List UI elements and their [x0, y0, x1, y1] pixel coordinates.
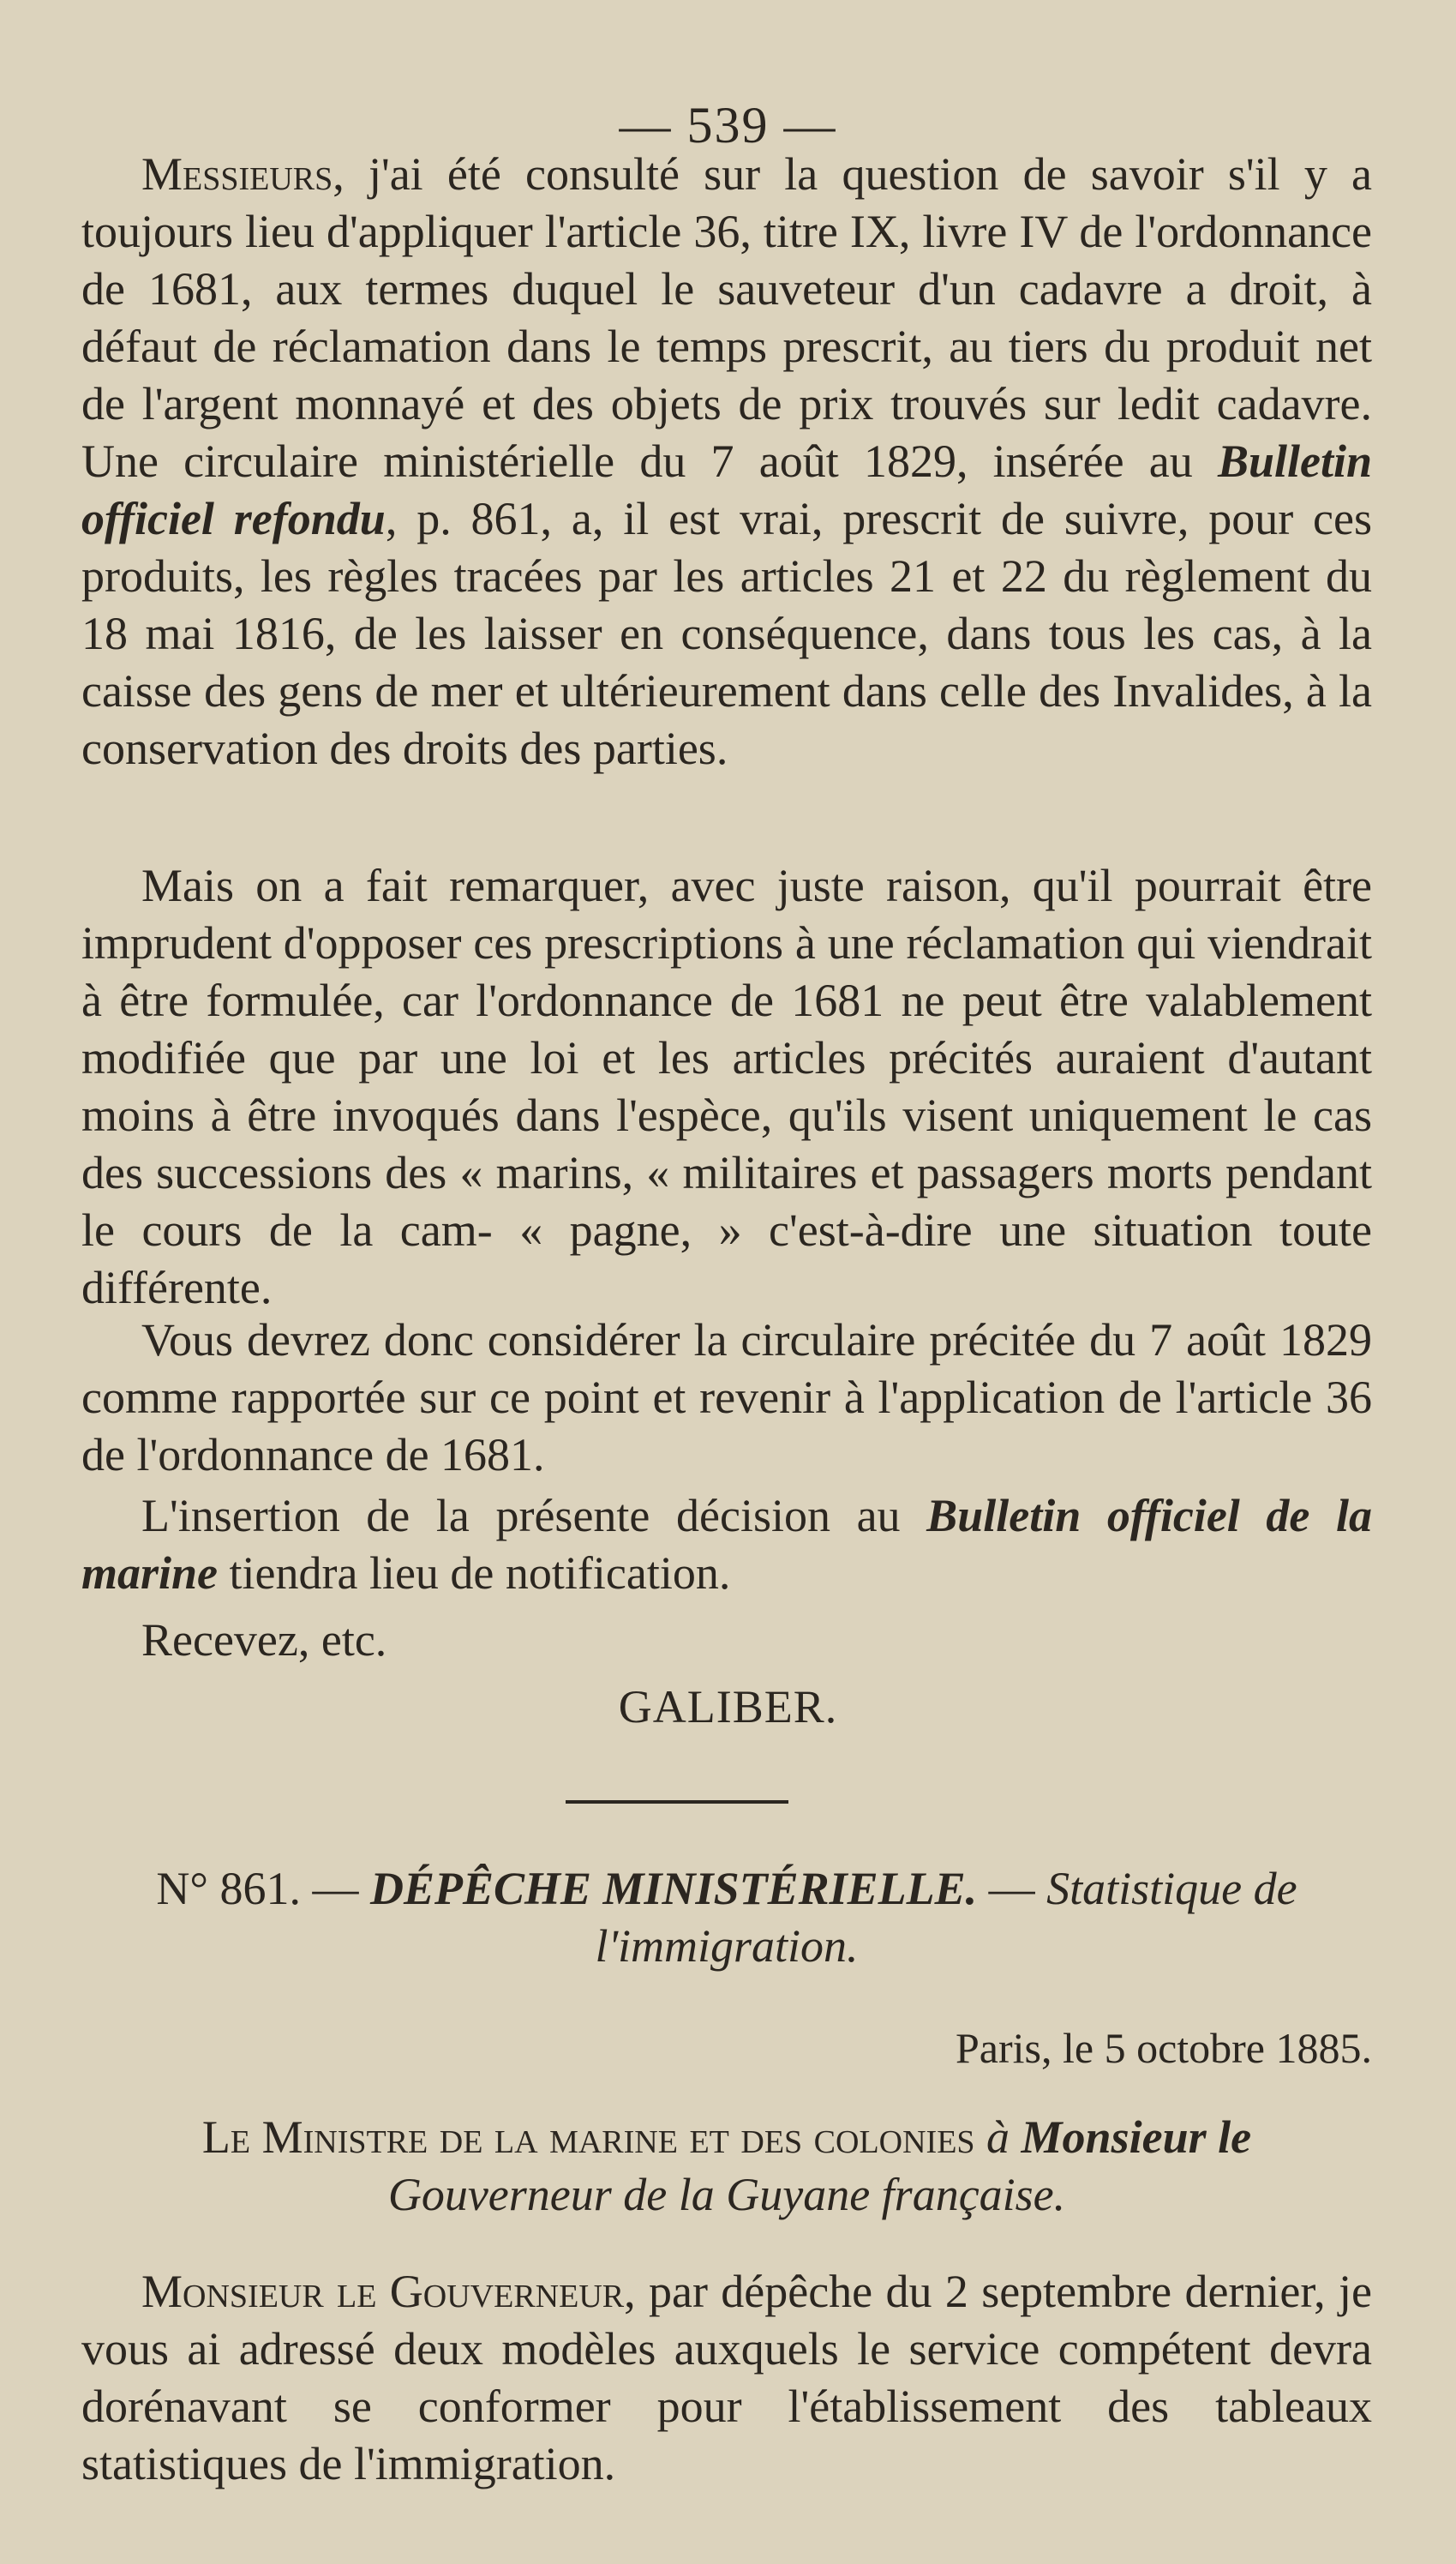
letter-paragraph-2: Mais on a fait remarquer, avec juste raison, qu'il pourrait être imprudent d'opposer ces prescriptions à une réclamation qui viendrait à être formulée, car l'ordonnance de 1681 ne peut être valablement modifiée que par une loi et les articles précités auraient d'autant moins à être invoqués dans l'espèce, qu'ils visent uniquement le cas des successions des « marins, « militaires et passagers morts pendant le cours de la cam- « pagne, » c'est-à-dire une situation toute différente. — [81, 860, 1372, 1313]
recipient-title: Monsieur le — [1021, 2111, 1252, 2163]
document-type: DÉPÊCHE MINISTÉRIELLE. — [369, 1863, 978, 1914]
paragraph-text: , p. 861, a, il est vrai, prescrit de suivre, pour ces produits, les règles tracées par les articles 21 et 22 du règlement du 18 mai 1816, de les laisser en conséquence, dans tous les cas, à la caisse des gens de mer et ultérieurement dans celle des Invalides, à la conservation des droits des parties. — [81, 493, 1372, 774]
paragraph-text: , j'ai été consulté sur la question de savoir s'il y a toujours lieu d'appliquer l'article 36, titre IX, livre IV de l'ordonnance de 1681, aux termes duquel le sauveteur d'un cadavre a droit, à défaut de réclamation dans le temps prescrit, au tiers du produit net de l'argent monnayé et des objets de prix trouvés sur ledit cadavre. Une circulaire ministérielle du 7 août 1829, insérée au — [81, 148, 1372, 487]
letter-paragraph-3: Vous devrez donc considérer la circulaire précitée du 7 août 1829 comme rapportée sur ce point et revenir à l'application de l'article 36 de l'ordonnance de 1681. — [81, 1314, 1372, 1480]
dateline: Paris, le 5 octobre 1885. — [955, 2024, 1372, 2072]
letter-paragraph-1 — [81, 146, 1372, 778]
salutation: Messieurs — [141, 148, 333, 200]
address-header — [81, 2109, 1372, 2224]
recipient-prefix: à — [974, 2111, 1022, 2163]
paragraph-text: L'insertion de la présente décision au — [141, 1490, 927, 1541]
letter-paragraph-4 — [81, 1487, 1372, 1602]
closing-line: Recevez, etc. — [141, 1614, 387, 1666]
document-number: N° 861. — — [156, 1863, 370, 1914]
publication-title: Bulletin officiel de la marine — [81, 1490, 1372, 1599]
paragraph-text: , par dépêche du 2 septembre dernier, je vous ai adressé deux modèles auxquels le service compétent devra dorénavant se conformer pour l'établissement des tableaux statistiques de l'immigration. — [81, 2266, 1372, 2489]
publication-title: Bulletin officiel refondu — [81, 435, 1372, 544]
sender: Le Ministre de la marine et des colonies — [201, 2111, 975, 2163]
section-divider — [566, 1800, 788, 1804]
recipient-name: Gouverneur de la Guyane française. — [387, 2169, 1066, 2220]
signature: GALIBER. — [618, 1681, 838, 1732]
document-heading — [81, 1860, 1372, 1975]
page-number: — 539 — — [619, 97, 837, 153]
document-subject: Statistique de l'immigration. — [595, 1863, 1297, 1972]
salutation: Monsieur le Gouverneur — [141, 2266, 625, 2317]
paragraph-text: tiendra lieu de notification. — [218, 1547, 731, 1599]
dispatch-paragraph-1 — [81, 2263, 1372, 2493]
heading-dash: — — [977, 1863, 1047, 1914]
